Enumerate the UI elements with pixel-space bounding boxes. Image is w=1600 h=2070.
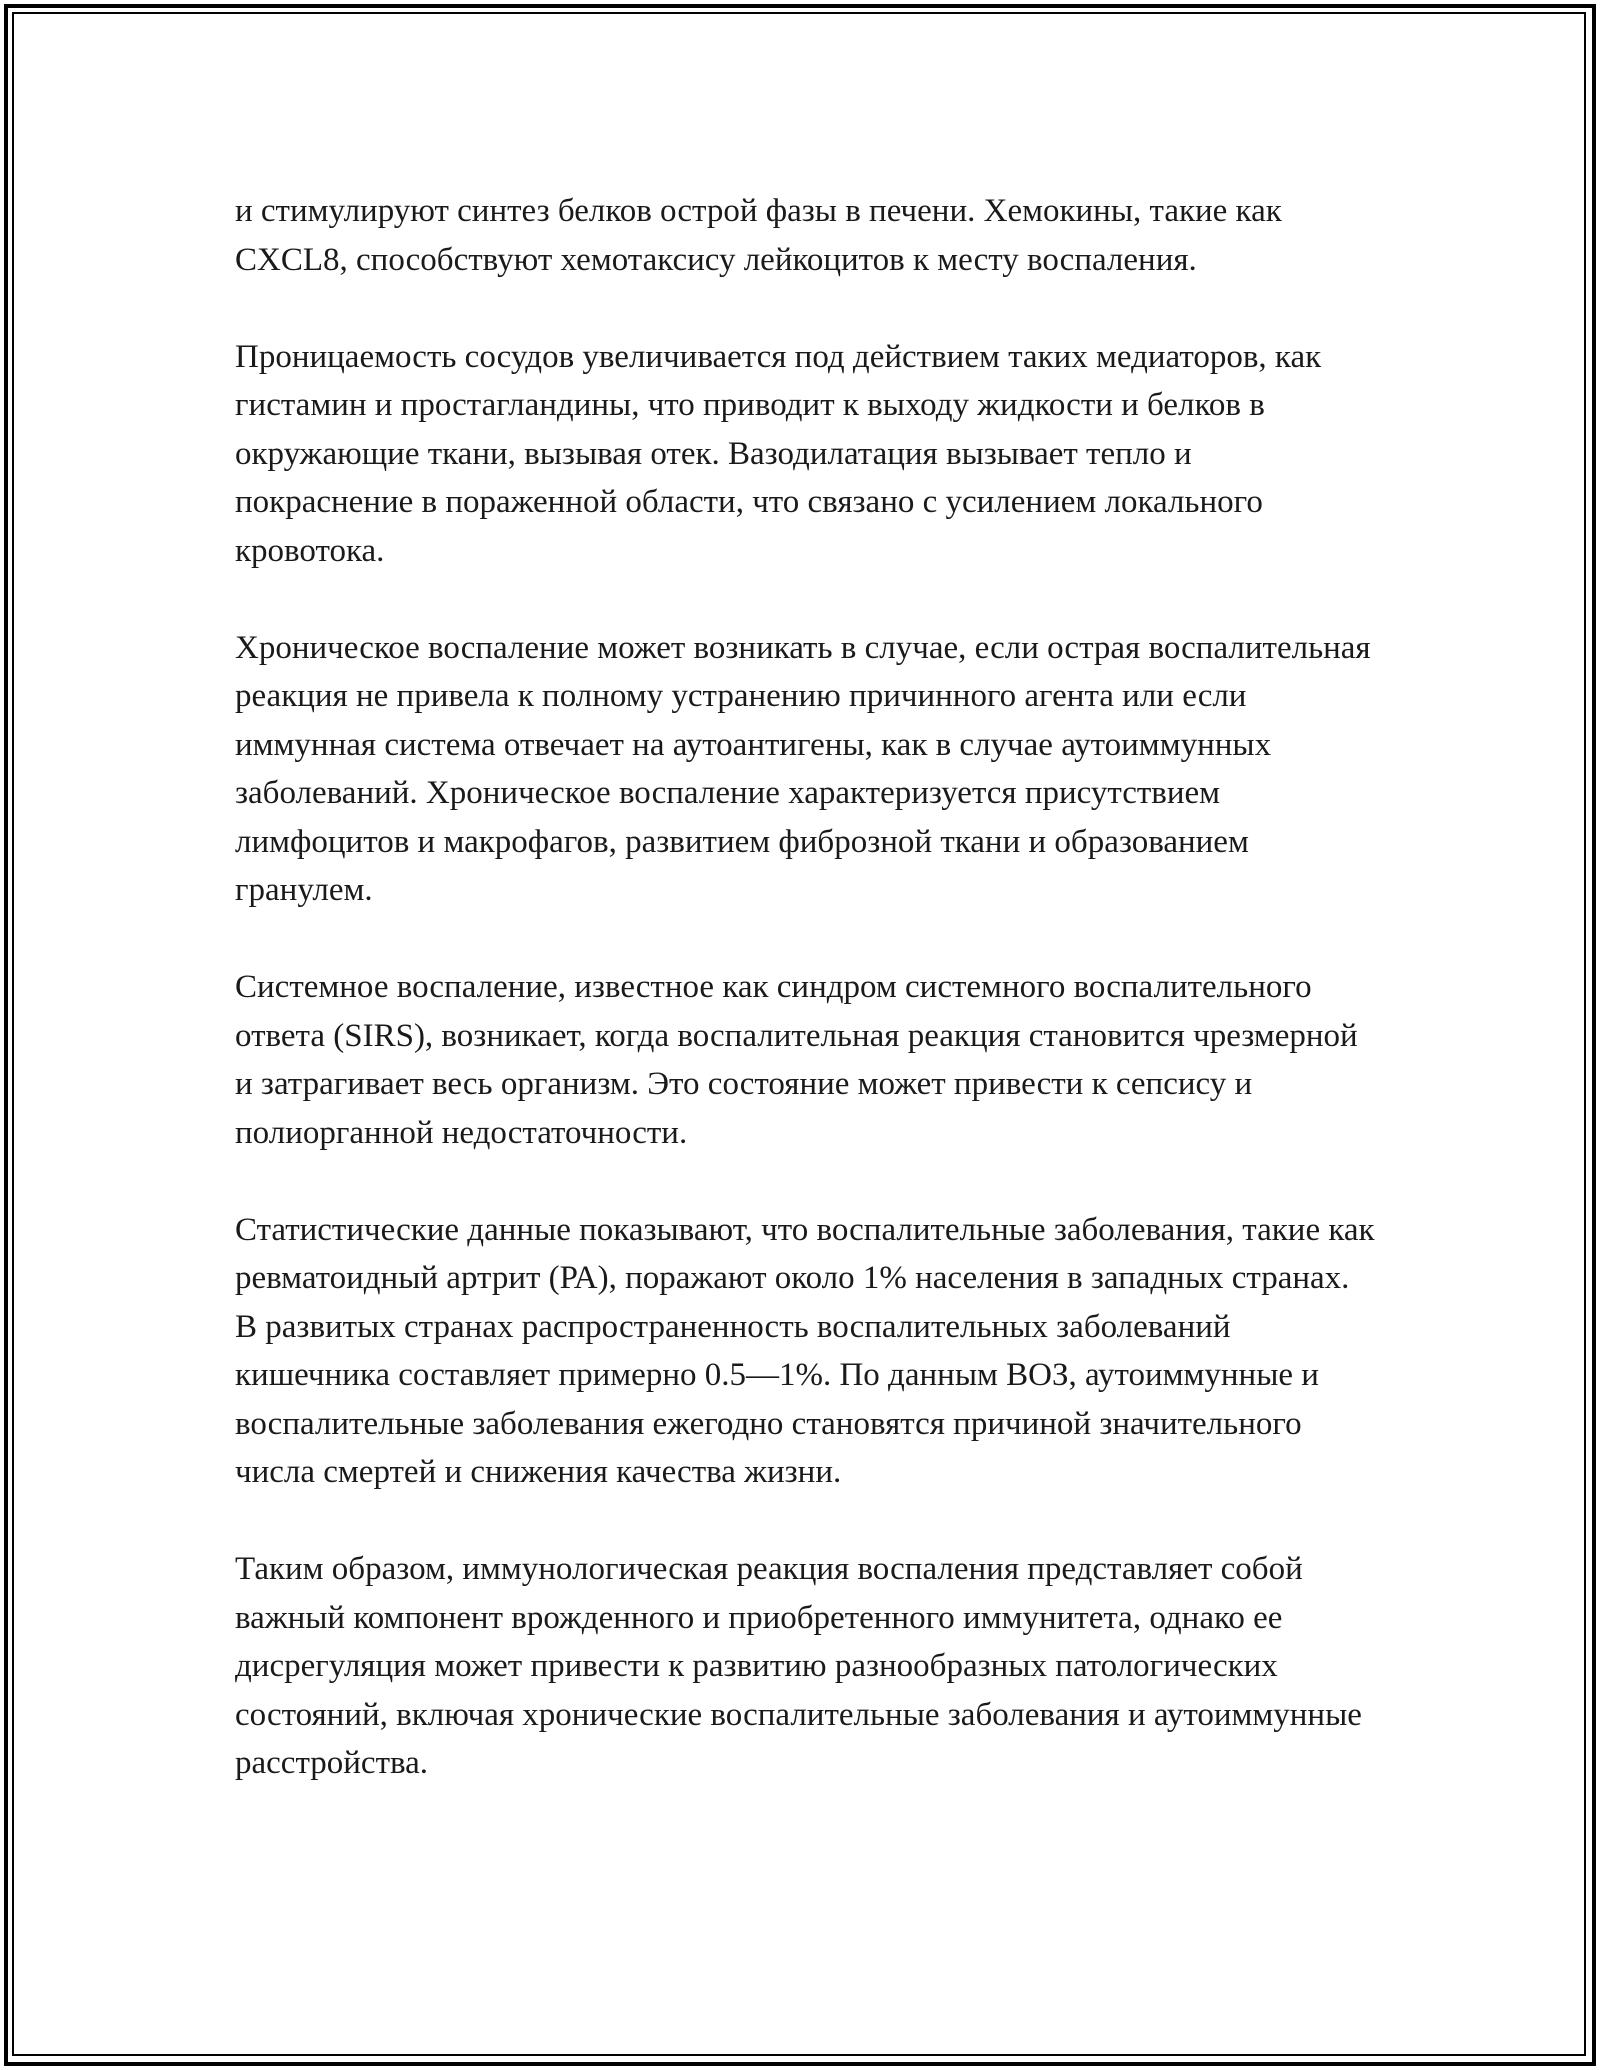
paragraph-chronic-inflammation: Хроническое воспаление может возникать в случае, если острая воспалительная реакция не привела к полному устранению причинного агента или если иммунная система отвечает на аутоантигены, как в случае аутоиммунных заболеваний. Хроническое воспаление характеризуется присутствием лимфоцитов и макрофагов, развитием фиброзной ткани и образованием гранулем. <box>235 629 1371 908</box>
paragraph-cytokines: и стимулируют синтез белков острой фазы в печени. Хемокины, такие как CXCL8, способствуют хемотаксису лейкоцитов к месту воспаления. <box>235 193 1282 278</box>
paragraph-systemic-inflammation: Системное воспаление, известное как синдром системного воспалительного ответа (SIRS), возникает, когда воспалительная реакция становится чрезмерной и затрагивает весь организм. Это состояние может привести к сепсису и полиорганной недостаточности. <box>235 969 1358 1151</box>
paragraph-vascular-permeability: Проницаемость сосудов увеличивается под действием таких медиаторов, как гистамин и простагландины, что приводит к выходу жидкости и белков в окружающие ткани, вызывая отек. Вазодилатация вызывает тепло и покраснение в пораженной области, что связано с усилением локального кровотока. <box>235 338 1322 569</box>
paragraph-conclusion: Таким образом, иммунологическая реакция воспаления представляет собой важный компонент врожденного и приобретенного иммунитета, однако ее дисрегуляция может привести к развитию разнообразных патологических состояний, включая хронические воспалительные заболевания и аутоиммунные расстройства. <box>235 1551 1362 1781</box>
paragraph-statistics: Статистические данные показывают, что воспалительные заболевания, такие как ревматоидный артрит (РА), поражают около 1% населения в западных странах. В развитых странах распространенность воспалительных заболеваний кишечника составляет примерно 0.5—1%. По данным ВОЗ, аутоиммунные и воспалительные заболевания ежегодно становятся причиной значительного числа смертей и снижения качества жизни. <box>235 1211 1375 1490</box>
document-body <box>235 187 1375 1836</box>
